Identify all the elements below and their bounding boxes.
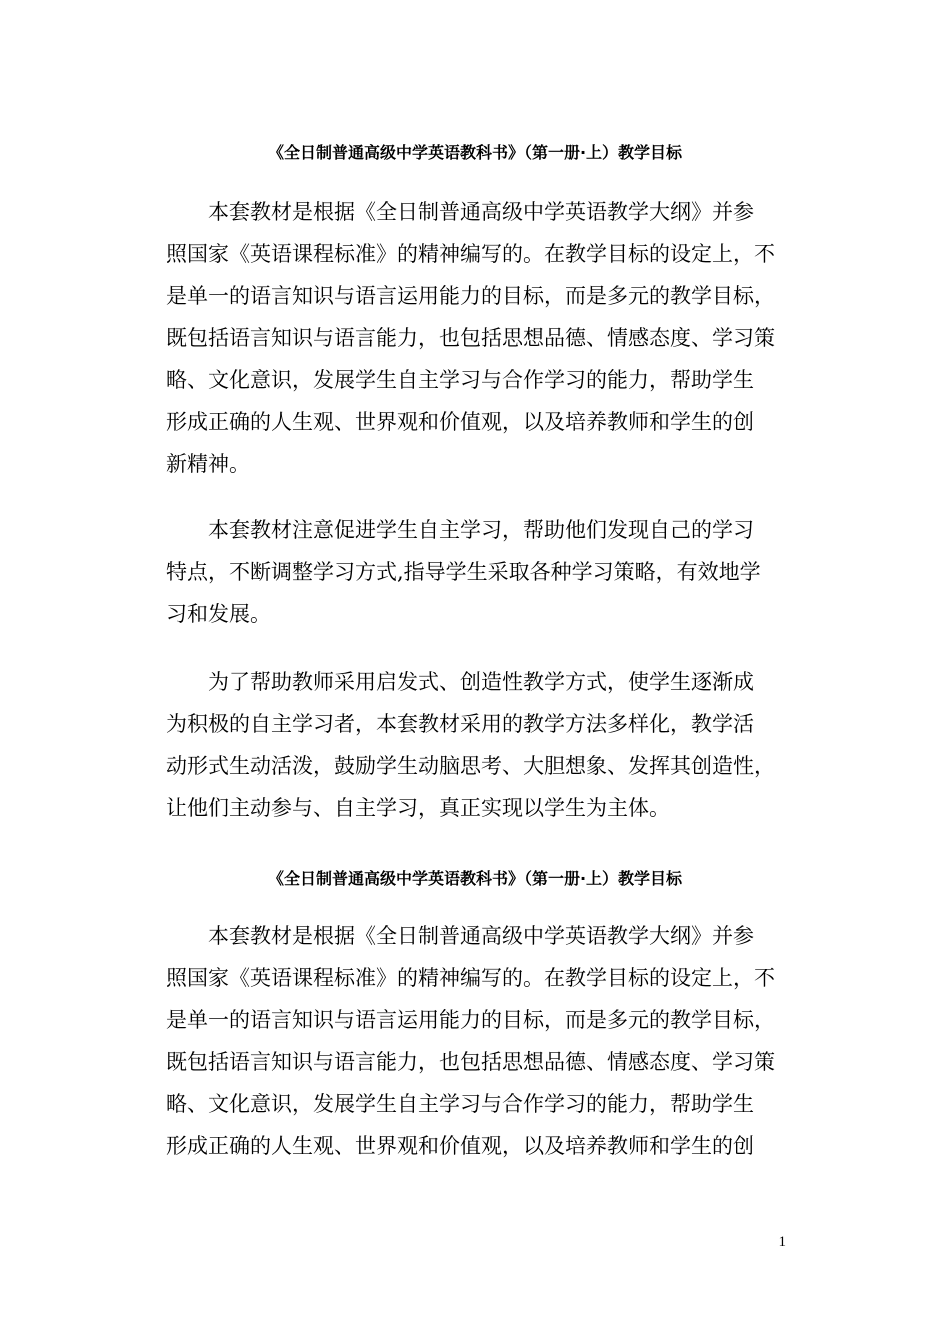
paragraph-line: 习和发展。 xyxy=(166,602,271,626)
paragraph-line: 是单一的语言知识与语言运用能力的目标，而是多元的教学目标， xyxy=(166,284,775,308)
paragraph-line: 照国家《英语课程标准》的精神编写的。在教学目标的设定上，不 xyxy=(166,242,775,266)
paragraph-line: 略、文化意识，发展学生自主学习与合作学习的能力，帮助学生 xyxy=(166,368,754,392)
paragraph-line: 形成正确的人生观、世界观和价值观，以及培养教师和学生的创 xyxy=(166,410,754,434)
paragraph-line: 既包括语言知识与语言能力，也包括思想品德、情感态度、学习策 xyxy=(166,1050,775,1074)
paragraph-line: 照国家《英语课程标准》的精神编写的。在教学目标的设定上，不 xyxy=(166,966,775,990)
section-1-heading: 《全日制普通高级中学英语教科书》（第一册·上）教学目标 xyxy=(267,143,683,162)
paragraph-line: 让他们主动参与、自主学习，真正实现以学生为主体。 xyxy=(166,796,670,820)
paragraph-line: 形成正确的人生观、世界观和价值观，以及培养教师和学生的创 xyxy=(166,1134,754,1158)
paragraph-line: 本套教材是根据《全日制普通高级中学英语教学大纲》并参 xyxy=(208,924,754,948)
paragraph-line: 是单一的语言知识与语言运用能力的目标，而是多元的教学目标， xyxy=(166,1008,775,1032)
paragraph-line: 为了帮助教师采用启发式、创造性教学方式，使学生逐渐成 xyxy=(208,670,754,694)
paragraph-line: 特点，不断调整学习方式,指导学生采取各种学习策略，有效地学 xyxy=(166,560,761,584)
paragraph-line: 略、文化意识，发展学生自主学习与合作学习的能力，帮助学生 xyxy=(166,1092,754,1116)
paragraph-line: 动形式生动活泼，鼓励学生动脑思考、大胆想象、发挥其创造性， xyxy=(166,754,775,778)
paragraph-line: 新精神。 xyxy=(166,452,250,476)
paragraph-line: 本套教材注意促进学生自主学习，帮助他们发现自己的学习 xyxy=(208,518,754,542)
paragraph-line: 既包括语言知识与语言能力，也包括思想品德、情感态度、学习策 xyxy=(166,326,775,350)
paragraph-line: 为积极的自主学习者，本套教材采用的教学方法多样化，教学活 xyxy=(166,712,754,736)
section-2-heading: 《全日制普通高级中学英语教科书》（第一册·上）教学目标 xyxy=(267,869,683,888)
page-number: 1 xyxy=(778,1234,786,1250)
paragraph-line: 本套教材是根据《全日制普通高级中学英语教学大纲》并参 xyxy=(208,200,754,224)
